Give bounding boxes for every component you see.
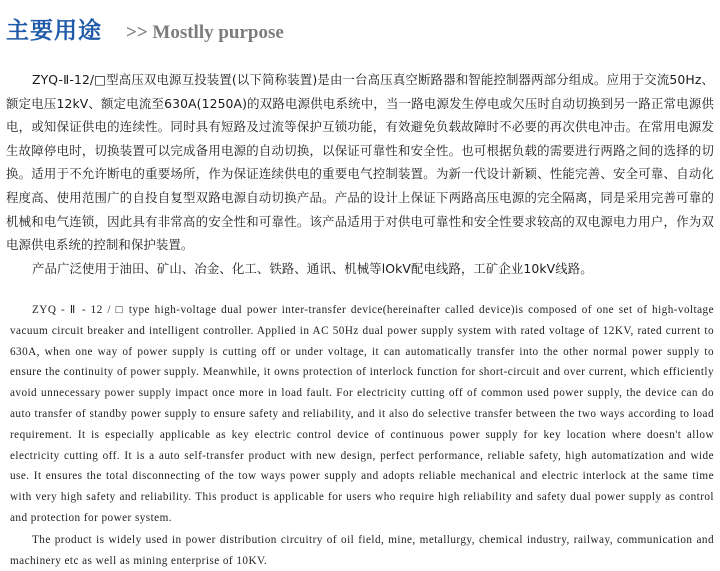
english-description: [10, 300, 714, 571]
english-paragraph-main: ZYQ - Ⅱ - 12 / □ type high-voltage dual power inter-transfer device(hereinafter called device)is composed of one set of high-voltage vacuum circuit breaker and intelligent controller. Applied in AC 50Hz dual power supply system with rated voltage of 12KV, rated current to 630A, when one way of power supply is cutting off or under voltage, it can automatically transfer into the other normal power supply to ensure the continuity of power supply. Meanwhile, it owns protection of interlock function for short-circuit and over current, which efficiently avoid unnecessary power supply impact once more in load fault. For electricity cutting off of common used power supply, the device can do auto transfer of standby power supply to ensure safety and reliability, and it also do selective transfer between the two ways according to load requirement. It is especially applicable as key electric control device of continuous power supply for key location where doesn't allow electricity cutting off. It is a auto self-transfer product with new design, perfect performance, reliable safety, high automatization and wide use. It ensures the total disconnecting of the tow ways power supply and adopts reliable mechanical and electric interlock at the same time with very high safety and reliability. This product is applicable for users who require high reliability and safety dual power supply as control and protection for power system.: [10, 304, 714, 524]
english-paragraph-applications: The product is widely used in power distribution circuitry of oil field, mine, metallurgy, chemical industry, railway, communication and machinery etc as well as mining enterprise of 10KV.: [10, 533, 714, 567]
section-title-chinese: 主要用途: [6, 18, 102, 44]
chinese-paragraph-applications: 产品广泛使用于油田、矿山、冶金、化工、铁路、通讯、机械等lOkV配电线路，工矿企业10kV线路。: [32, 260, 593, 276]
section-title-english: >> Mostlly purpose: [126, 22, 284, 43]
section-header: [6, 12, 284, 44]
chinese-description: [6, 68, 714, 280]
chinese-paragraph-main: ZYQ-Ⅱ-12/□型高压双电源互投装置(以下简称装置)是由一台高压真空断路器和智能控制器两部分组成。应用于交流50Hz、额定电压12kV、额定电流至630A(1250A)的双路电源供电系统中，当一路电源发生停电或欠压时自动切换到另一路正常电源供电，或知保证供电的连续性。同时具有短路及过流等保护互锁功能，有效避免负载故障时不必要的再次供电冲击。在常用电源发生故障停电时，切换装置可以完成备用电源的自动切换，以保证可靠性和安全性。也可根据负载的需要进行两路之间的选择的切换。适用于不允许断电的重要场所，作为保证连续供电的重要电气控制装置。为新一代设计新颖、性能完善、安全可靠、自动化程度高、使用范围广的自投自复型双路电源自动切换产品。产品的设计上保证下两路高压电源的完全隔离，同是采用完善可靠的机械和电气连锁，因此具有非常高的安全性和可靠性。该产品适用于对供电可靠性和安全性要求较高的双电源电力用户，作为双电源供电系统的控制和保护装置。: [6, 72, 714, 253]
